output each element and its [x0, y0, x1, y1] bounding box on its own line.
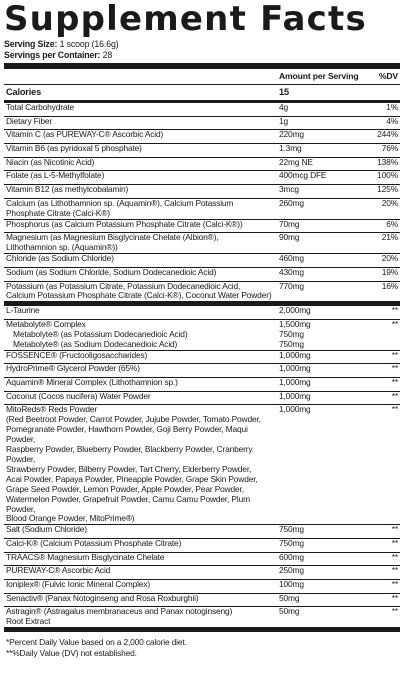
- nutrient-amount-line: 260mg: [279, 197, 304, 208]
- nutrient-amount-line: 90mg: [279, 232, 300, 243]
- facts-table: [4, 69, 400, 632]
- nutrient-amount-line: 600mg: [279, 551, 304, 562]
- nutrient-amount-line: 1g: [279, 115, 289, 126]
- header-amount: Amount per Serving: [279, 69, 359, 85]
- nutrient-row: [4, 350, 400, 364]
- nutrient-dv: 125%: [359, 185, 400, 199]
- nutrient-row: [4, 281, 400, 304]
- nutrient-amount: [279, 281, 359, 304]
- nutrient-amount-line: 220mg: [279, 129, 304, 140]
- panel-title: Supplement Facts: [4, 0, 367, 39]
- nutrient-name-line: FOSSENCE® (Fructooligosaccharides): [6, 349, 148, 360]
- nutrient-row: [4, 116, 400, 130]
- calories-amount: 15: [279, 85, 359, 102]
- nutrient-name-line: Sodium (as Sodium Chloride, Sodium Dodecanedioic Acid): [6, 266, 217, 277]
- nutrient-name: [4, 281, 279, 304]
- nutrient-dv: **: [359, 304, 400, 320]
- nutrient-dv: **: [359, 364, 400, 378]
- nutrient-amount: [279, 233, 359, 254]
- nutrient-amount: [279, 552, 359, 566]
- nutrient-name-line: HydroPrime® Glycerol Powder (65%): [6, 363, 140, 374]
- nutrient-name-line: Grape Seed Powder, Lemon Powder, Apple Powder, Pear Powder,: [6, 483, 244, 494]
- nutrient-row: [4, 144, 400, 158]
- nutrient-row: [4, 320, 400, 351]
- nutrient-dv: 16%: [359, 281, 400, 304]
- nutrient-name: [4, 580, 279, 594]
- nutrient-name-line: Astragin® (Astragalus membranaceus and Panax notoginseng): [6, 606, 233, 617]
- nutrient-name: [4, 171, 279, 185]
- nutrient-amount-line: 750mg: [279, 338, 304, 349]
- calories-label: Calories: [4, 85, 279, 102]
- nutrient-name: [4, 552, 279, 566]
- nutrient-row: [4, 102, 400, 117]
- nutrient-amount: [279, 525, 359, 539]
- nutrient-name: [4, 525, 279, 539]
- nutrient-name: [4, 233, 279, 254]
- nutrient-row: [4, 607, 400, 630]
- nutrient-row: [4, 525, 400, 539]
- nutrient-subline: Metabolyte® (as Potassium Dodecanedioic Acid): [13, 328, 188, 339]
- nutrient-amount: [279, 607, 359, 630]
- nutrient-dv: 21%: [359, 233, 400, 254]
- servings-per-container: [4, 50, 400, 61]
- nutrient-name-line: (Red Beetroot Powder, Carrot Powder, Jujube Powder, Tomato Powder,: [6, 414, 261, 425]
- nutrient-name-line: Ioniplex® (Fulvic Ionic Mineral Complex): [6, 579, 150, 590]
- nutrient-amount-line: 430mg: [279, 266, 304, 277]
- nutrient-amount-line: 1,000mg: [279, 390, 311, 401]
- nutrient-amount: [279, 320, 359, 351]
- nutrient-amount: [279, 219, 359, 233]
- nutrient-row: [4, 566, 400, 580]
- nutrient-dv: 19%: [359, 267, 400, 281]
- nutrient-name-line: Potassium (as Potassium Citrate, Potassium Dodecanedioic Acid,: [6, 280, 241, 291]
- nutrient-name-line: Vitamin C (as PUREWAY-C® Ascorbic Acid): [6, 129, 164, 140]
- nutrient-row: [4, 405, 400, 525]
- nutrient-amount: [279, 171, 359, 185]
- nutrient-name: [4, 219, 279, 233]
- nutrient-amount-line: 2,000mg: [279, 305, 311, 316]
- nutrient-name: [4, 391, 279, 405]
- header-blank: [4, 69, 279, 85]
- nutrient-dv: 6%: [359, 219, 400, 233]
- nutrient-name: [4, 102, 279, 117]
- nutrient-name: [4, 539, 279, 553]
- nutrient-amount-line: 1,000mg: [279, 363, 311, 374]
- nutrient-dv: 244%: [359, 130, 400, 144]
- nutrient-name-line: Strawberry Powder, Bilberry Powder, Tart Cherry, Elderberry Powder,: [6, 463, 252, 474]
- nutrient-name-line: Phosphorus (as Calcium Potassium Phosphate Citrate (Calci-K®)): [6, 218, 243, 229]
- nutrient-row: [4, 552, 400, 566]
- nutrient-name: [4, 566, 279, 580]
- nutrient-name-line: PUREWAY-C® Ascorbic Acid: [6, 565, 111, 576]
- footnotes: [4, 637, 400, 659]
- nutrient-amount: [279, 539, 359, 553]
- nutrient-amount: [279, 580, 359, 594]
- nutrient-amount-line: 4g: [279, 102, 289, 112]
- nutrient-name-line: Niacin (as Nicotinic Acid): [6, 156, 95, 167]
- nutrient-amount: [279, 185, 359, 199]
- nutrient-amount-line: 750mg: [279, 524, 304, 535]
- nutrient-dv: 76%: [359, 144, 400, 158]
- nutrient-dv: **: [359, 378, 400, 392]
- nutrient-name-line: L-Taurine: [6, 305, 40, 316]
- nutrient-name: [4, 116, 279, 130]
- nutrient-amount: [279, 593, 359, 607]
- nutrient-dv: **: [359, 580, 400, 594]
- nutrient-row: [4, 130, 400, 144]
- nutrient-amount: [279, 102, 359, 117]
- nutrient-name-line: Folate (as L-5-Methylfolate): [6, 170, 105, 181]
- nutrient-name: [4, 607, 279, 630]
- nutrient-dv: 1%: [359, 102, 400, 117]
- calories-row: [4, 85, 400, 102]
- nutrient-row: [4, 254, 400, 268]
- nutrient-amount: [279, 405, 359, 525]
- nutrient-dv: 138%: [359, 157, 400, 171]
- serving-size: [4, 39, 400, 50]
- footnote-dv-not-established: **%Daily Value (DV) not established.: [6, 648, 137, 659]
- nutrient-amount: [279, 254, 359, 268]
- nutrient-subline: Metabolyte® (as Sodium Dodecanedioic Acid): [13, 338, 178, 349]
- nutrient-name: [4, 157, 279, 171]
- nutrient-row: [4, 580, 400, 594]
- nutrient-amount-line: 460mg: [279, 253, 304, 264]
- nutrient-amount-line: 750mg: [279, 538, 304, 549]
- header-dv: %DV: [359, 69, 400, 85]
- nutrient-name: [4, 320, 279, 351]
- nutrient-name-line: Calcium Potassium Phosphate Citrate (Calci-K®), Coconut Water Powder): [6, 290, 272, 301]
- nutrient-name: [4, 405, 279, 525]
- nutrient-name-line: MitoReds® Reds Powder: [6, 404, 97, 415]
- nutrient-amount-line: 22mg NE: [279, 156, 313, 167]
- nutrient-amount-line: 1,000mg: [279, 377, 311, 388]
- serving-size-label: Serving Size:: [4, 39, 58, 49]
- nutrient-name-line: Raspberry Powder, Blueberry Powder, Blackberry Powder, Cranberry Powder,: [6, 444, 253, 464]
- nutrient-dv: **: [359, 539, 400, 553]
- nutrient-name-line: Calci-K® (Calcium Potassium Phosphate Citrate): [6, 538, 182, 549]
- header-row: [4, 69, 400, 85]
- nutrient-amount-line: 1,000mg: [279, 349, 311, 360]
- nutrient-name-line: Total Carbohydrate: [6, 102, 75, 112]
- nutrient-amount: [279, 304, 359, 320]
- nutrient-row: [4, 185, 400, 199]
- nutrient-name: [4, 130, 279, 144]
- nutrient-amount: [279, 116, 359, 130]
- nutrient-name-line: Salt (Sodium Chloride): [6, 524, 87, 535]
- nutrient-dv: **: [359, 391, 400, 405]
- nutrient-dv: 20%: [359, 198, 400, 219]
- nutrient-row: [4, 219, 400, 233]
- nutrient-amount-line: 70mg: [279, 218, 300, 229]
- nutrient-name-line: TRAACS® Magnesium Bisglycinate Chelate: [6, 551, 165, 562]
- nutrient-name-line: Root Extract: [6, 616, 51, 627]
- nutrient-amount-line: 1,000mg: [279, 404, 311, 415]
- nutrient-dv: **: [359, 593, 400, 607]
- nutrient-name-line: Magnesium (as Magnesium Bisglycinate Chelate (Albion®),: [6, 232, 219, 243]
- servings-label: Servings per Container:: [4, 49, 101, 60]
- nutrient-amount: [279, 566, 359, 580]
- calories-dv: [359, 85, 400, 102]
- nutrient-row: [4, 198, 400, 219]
- nutrient-name-line: Vitamin B12 (as methylcobalamin): [6, 184, 129, 195]
- nutrient-amount: [279, 144, 359, 158]
- nutrient-dv: **: [359, 405, 400, 525]
- nutrient-name-line: Blood Orange Powder, MitoPrime®): [6, 513, 135, 524]
- serving-size-value: 1 scoop (16.6g): [59, 39, 119, 49]
- nutrient-row: [4, 304, 400, 320]
- nutrient-amount: [279, 350, 359, 364]
- nutrient-amount: [279, 391, 359, 405]
- footnote-dv-basis: *Percent Daily Value based on a 2,000 calorie diet.: [6, 637, 187, 648]
- nutrient-row: [4, 391, 400, 405]
- nutrient-amount: [279, 378, 359, 392]
- nutrient-dv: 100%: [359, 171, 400, 185]
- nutrient-dv: **: [359, 350, 400, 364]
- nutrient-dv: **: [359, 566, 400, 580]
- nutrient-amount-line: 250mg: [279, 565, 304, 576]
- nutrient-amount: [279, 267, 359, 281]
- nutrient-amount-line: 100mg: [279, 579, 304, 590]
- nutrient-name: [4, 185, 279, 199]
- nutrient-name: [4, 364, 279, 378]
- nutrient-name-line: Coconut (Cocos nucifera) Water Powder: [6, 390, 151, 401]
- nutrient-amount-line: 750mg: [279, 328, 304, 339]
- nutrient-row: [4, 378, 400, 392]
- nutrient-amount: [279, 130, 359, 144]
- nutrient-amount: [279, 198, 359, 219]
- nutrient-name-line: Aquamin® Mineral Complex (Lithothamnion sp.): [6, 377, 178, 388]
- nutrient-name: [4, 593, 279, 607]
- nutrient-amount-line: 50mg: [279, 592, 300, 603]
- nutrient-name-line: Watermelon Powder, Grapefruit Powder, Camu Camu Powder, Plum Powder,: [6, 493, 250, 514]
- nutrient-name: [4, 304, 279, 320]
- nutrient-amount-line: 3mcg: [279, 184, 299, 195]
- nutrient-row: [4, 267, 400, 281]
- nutrient-name-line: Lithothamnion sp. (Aquamin®)): [6, 242, 118, 253]
- nutrient-name: [4, 198, 279, 219]
- nutrient-dv: 20%: [359, 254, 400, 268]
- nutrient-row: [4, 157, 400, 171]
- nutrient-amount-line: 50mg: [279, 606, 300, 617]
- nutrient-dv: **: [359, 525, 400, 539]
- nutrient-name: [4, 254, 279, 268]
- nutrient-amount-line: 1.3mg: [279, 143, 302, 154]
- nutrient-name: [4, 144, 279, 158]
- nutrient-row: [4, 171, 400, 185]
- nutrient-name: [4, 378, 279, 392]
- nutrient-dv: **: [359, 607, 400, 630]
- nutrient-name-line: Dietary Fiber: [6, 115, 52, 126]
- nutrient-row: [4, 593, 400, 607]
- nutrient-name-line: Pomegranate Powder, Hawthorn Powder, Goji Berry Powder, Maqui Powder,: [6, 424, 248, 445]
- nutrient-name-line: Chloride (as Sodium Chloride): [6, 253, 114, 264]
- nutrient-name-line: Vitamin B6 (as pyridoxal 5 phosphate): [6, 143, 142, 154]
- nutrient-row: [4, 364, 400, 378]
- nutrient-amount-line: 770mg: [279, 280, 304, 291]
- nutrient-name-line: Metabolyte® Complex: [6, 319, 86, 329]
- nutrient-row: [4, 233, 400, 254]
- nutrient-name-line: Calcium (as Lithothamnion sp. (Aquamin®), Calcium Potassium: [6, 197, 234, 208]
- nutrient-name-line: Senactiv® (Panax Notoginseng and Rosa Roxburghii): [6, 592, 199, 603]
- nutrient-dv: **: [359, 552, 400, 566]
- nutrient-amount-line: 400mcg DFE: [279, 170, 327, 181]
- nutrient-amount: [279, 364, 359, 378]
- nutrient-dv: 4%: [359, 116, 400, 130]
- servings-value: 28: [102, 49, 113, 60]
- nutrient-row: [4, 539, 400, 553]
- nutrient-name-line: Acai Powder, Papaya Powder, Pineapple Powder, Grape Skin Powder,: [6, 473, 258, 484]
- nutrient-amount-line: 1,500mg: [279, 319, 311, 329]
- nutrient-amount: [279, 157, 359, 171]
- nutrient-name-line: Phosphate Citrate (Calci-K®): [6, 207, 110, 218]
- nutrient-dv: **: [359, 320, 400, 351]
- nutrient-name: [4, 267, 279, 281]
- nutrient-name: [4, 350, 279, 364]
